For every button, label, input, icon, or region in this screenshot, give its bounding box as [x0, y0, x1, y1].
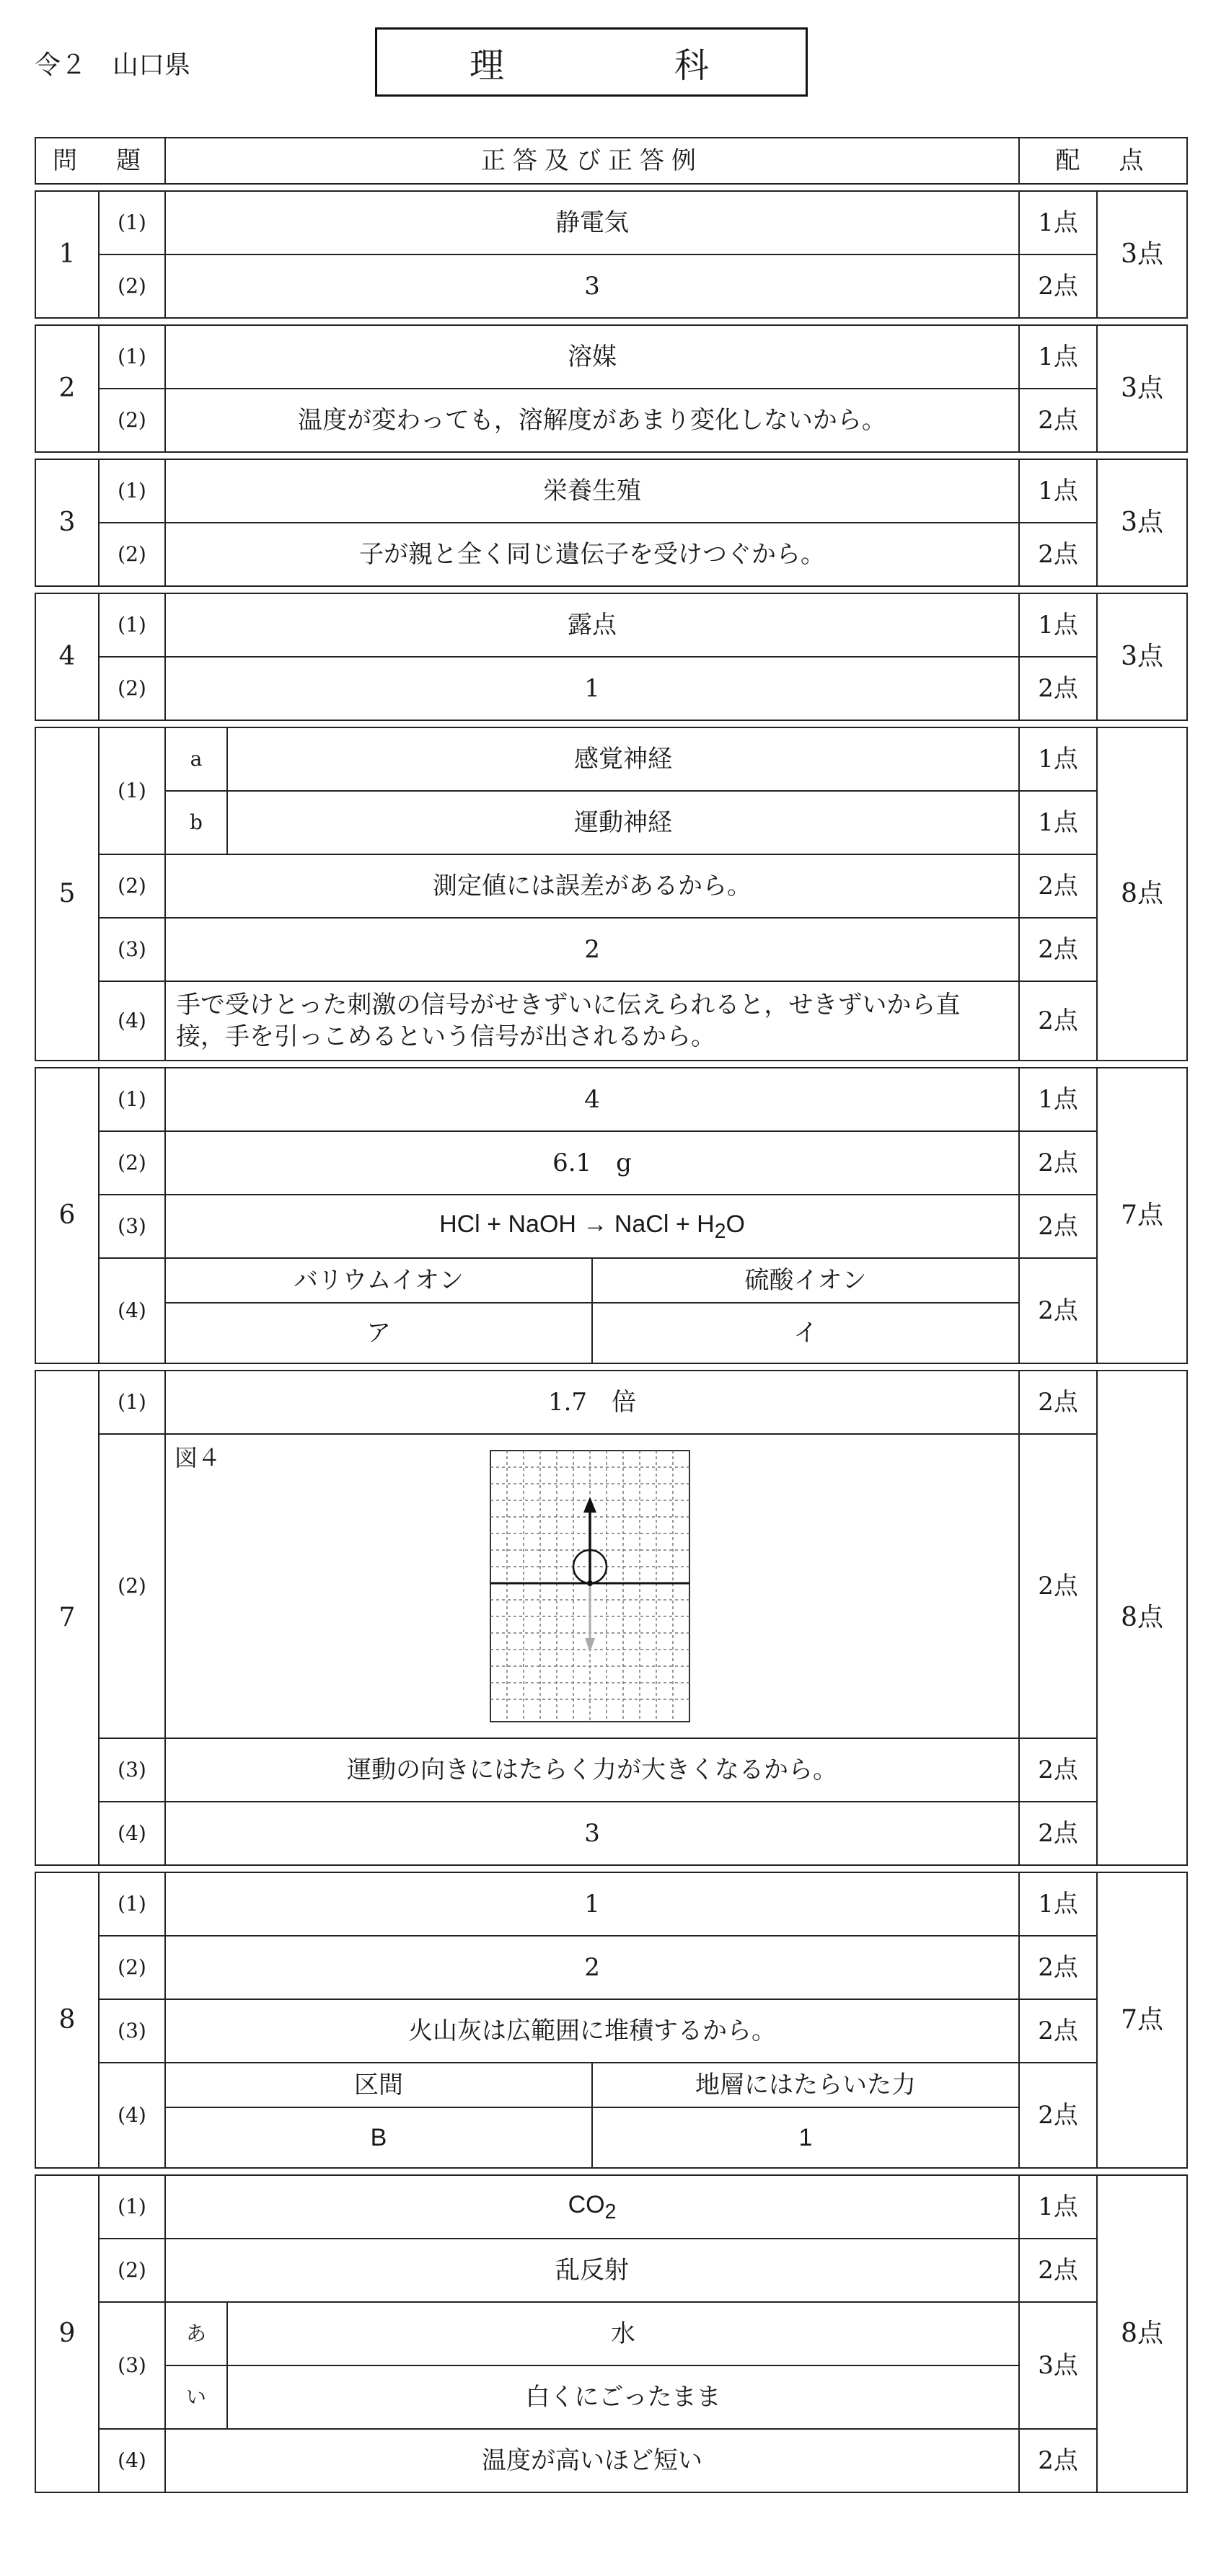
q2-answer-1: 溶媒	[165, 325, 1019, 389]
q4-sub-2: (2)	[99, 657, 165, 720]
q3-answer-1: 栄養生殖	[165, 459, 1019, 523]
q8-row-1	[35, 1872, 1187, 1936]
q8-head-section: 区間	[165, 2063, 592, 2107]
q5-sub-3: (3)	[99, 918, 165, 981]
q9-row-2	[35, 2239, 1187, 2302]
q3-answer-2: 子が親と全く同じ遺伝子を受けつぐから。	[165, 523, 1019, 586]
q7-row-1	[35, 1371, 1187, 1434]
q3-row-1	[35, 459, 1187, 523]
q9-number: 9	[35, 2175, 99, 2492]
q8-row-4-head	[35, 2063, 1187, 2107]
q4-points-2: 2点	[1019, 657, 1097, 720]
q7-answer-1: 1.7 倍	[165, 1371, 1019, 1434]
q7-points-1: 2点	[1019, 1371, 1097, 1434]
q6-points-3: 2点	[1019, 1195, 1097, 1258]
q7-row-4	[35, 1802, 1187, 1865]
q3-number: 3	[35, 459, 99, 586]
q6-sub-4: (4)	[99, 1258, 165, 1363]
q3-sub-2: (2)	[99, 523, 165, 586]
q9-answer-3a: 水	[227, 2302, 1019, 2365]
q1-sub-1: (1)	[99, 191, 165, 254]
q9-sub-1: (1)	[99, 2175, 165, 2239]
q7-answer-4: 3	[165, 1802, 1019, 1865]
q2-number: 2	[35, 325, 99, 452]
q6-answer-3	[165, 1195, 1019, 1258]
q6-head-barium: バリウムイオン	[165, 1258, 592, 1303]
q1-points-2: 2点	[1019, 254, 1097, 318]
q3-sub-1: (1)	[99, 459, 165, 523]
col-answer: 正答及び正答例	[165, 138, 1019, 184]
q8-row-4-values	[35, 2107, 1187, 2168]
q7-sub-3: (3)	[99, 1738, 165, 1802]
q6-points-2: 2点	[1019, 1131, 1097, 1195]
q5-row-3	[35, 918, 1187, 981]
q5-answer-2: 測定値には誤差があるから。	[165, 854, 1019, 918]
q7-number: 7	[35, 1371, 99, 1865]
q2-total: 3点	[1097, 325, 1187, 452]
q8-points-4: 2点	[1019, 2063, 1097, 2168]
q6-value-sulfate: イ	[592, 1303, 1019, 1363]
q2-points-2: 2点	[1019, 389, 1097, 452]
q9-points-2: 2点	[1019, 2239, 1097, 2302]
q8-sub-3: (3)	[99, 1999, 165, 2063]
q2-points-1: 1点	[1019, 325, 1097, 389]
q9-answer-3b: 白くにごったまま	[227, 2365, 1019, 2429]
q3-row-2	[35, 523, 1187, 586]
q6-sub-1: (1)	[99, 1068, 165, 1131]
q9-formula-main: CO	[568, 2190, 605, 2218]
q4-number: 4	[35, 593, 99, 720]
q5-row-1a	[35, 727, 1187, 791]
q7-figure-cell	[165, 1434, 1019, 1738]
q5-points-3: 2点	[1019, 918, 1097, 981]
q9-formula-subscript: 2	[604, 2200, 617, 2223]
q7-points-3: 2点	[1019, 1738, 1097, 1802]
q9-total: 8点	[1097, 2175, 1187, 2492]
q7-row-2	[35, 1434, 1187, 1738]
q8-points-2: 2点	[1019, 1936, 1097, 1999]
q1-row-1	[35, 191, 1187, 254]
q2-row-1	[35, 325, 1187, 389]
header-row	[35, 138, 1187, 184]
q6-head-sulfate: 硫酸イオン	[592, 1258, 1019, 1303]
q9-sub-2: (2)	[99, 2239, 165, 2302]
subject-title-char-1: 理	[469, 45, 508, 86]
q5-sub-4: (4)	[99, 981, 165, 1061]
q6-row-4-head	[35, 1258, 1187, 1303]
q9-answer-4: 温度が高いほど短い	[165, 2429, 1019, 2492]
q7-answer-3: 運動の向きにはたらく力が大きくなるから。	[165, 1738, 1019, 1802]
q9-row-3b	[35, 2365, 1187, 2429]
q5-number: 5	[35, 727, 99, 1061]
q5-answer-3: 2	[165, 918, 1019, 981]
q8-row-2	[35, 1936, 1187, 1999]
q2-row-2	[35, 389, 1187, 452]
q6-sub-3: (3)	[99, 1195, 165, 1258]
q9-label-b: い	[165, 2365, 227, 2429]
q8-sub-4: (4)	[99, 2063, 165, 2168]
q7-sub-2: (2)	[99, 1434, 165, 1738]
q8-points-1: 1点	[1019, 1872, 1097, 1936]
q8-head-force: 地層にはたらいた力	[592, 2063, 1019, 2107]
q2-answer-2: 温度が変わっても，溶解度があまり変化しないから。	[165, 389, 1019, 452]
q4-points-1: 1点	[1019, 593, 1097, 657]
q9-points-4: 2点	[1019, 2429, 1097, 2492]
q7-points-2: 2点	[1019, 1434, 1097, 1738]
q6-points-1: 1点	[1019, 1068, 1097, 1131]
q9-row-3a	[35, 2302, 1187, 2365]
q4-sub-1: (1)	[99, 593, 165, 657]
q7-points-4: 2点	[1019, 1802, 1097, 1865]
q4-answer-1: 露点	[165, 593, 1019, 657]
q6-value-barium: ア	[165, 1303, 592, 1363]
q1-sub-2: (2)	[99, 254, 165, 318]
q8-points-3: 2点	[1019, 1999, 1097, 2063]
q9-sub-3: (3)	[99, 2302, 165, 2429]
q9-row-1	[35, 2175, 1187, 2239]
force-diagram	[489, 1449, 691, 1723]
q8-row-3	[35, 1999, 1187, 2063]
q5-points-1a: 1点	[1019, 727, 1097, 791]
q8-sub-2: (2)	[99, 1936, 165, 1999]
q6-row-4-values	[35, 1303, 1187, 1363]
q6-row-3	[35, 1195, 1187, 1258]
q7-total: 8点	[1097, 1371, 1187, 1865]
q5-points-4: 2点	[1019, 981, 1097, 1061]
q7-row-3	[35, 1738, 1187, 1802]
q5-answer-1a: 感覚神経	[227, 727, 1019, 791]
q8-value-force: 1	[592, 2107, 1019, 2168]
q8-value-section: B	[165, 2107, 592, 2168]
q9-points-1: 1点	[1019, 2175, 1097, 2239]
q9-answer-1	[165, 2175, 1019, 2239]
q5-sub-2: (2)	[99, 854, 165, 918]
q5-points-2: 2点	[1019, 854, 1097, 918]
q7-sub-4: (4)	[99, 1802, 165, 1865]
q1-points-1: 1点	[1019, 191, 1097, 254]
q4-total: 3点	[1097, 593, 1187, 720]
q6-equation-subscript: 2	[714, 1219, 726, 1243]
col-points: 配 点	[1019, 138, 1187, 184]
q6-row-2	[35, 1131, 1187, 1195]
q7-sub-1: (1)	[99, 1371, 165, 1434]
q5-answer-4: 手で受けとった刺激の信号がせきずいに伝えられると，せきずいから直接，手を引っこめるという信号が出されるから。	[165, 981, 1019, 1061]
col-question: 問 題	[35, 138, 165, 184]
q3-points-2: 2点	[1019, 523, 1097, 586]
q3-total: 3点	[1097, 459, 1187, 586]
q5-total: 8点	[1097, 727, 1187, 1061]
q1-answer-2: 3	[165, 254, 1019, 318]
header-prefecture: 令２ 山口県	[35, 50, 191, 80]
q8-answer-2: 2	[165, 1936, 1019, 1999]
q5-points-1b: 1点	[1019, 791, 1097, 854]
q5-label-a: a	[165, 727, 227, 791]
subject-title-char-2: 科	[674, 45, 714, 86]
q6-answer-1: 4	[165, 1068, 1019, 1131]
q1-total: 3点	[1097, 191, 1187, 318]
q4-row-2	[35, 657, 1187, 720]
q1-answer-1: 静電気	[165, 191, 1019, 254]
q6-points-4: 2点	[1019, 1258, 1097, 1363]
q8-answer-3: 火山灰は広範囲に堆積するから。	[165, 1999, 1019, 2063]
q6-equation-main: HCl + NaOH → NaCl + H	[439, 1210, 715, 1238]
q8-sub-1: (1)	[99, 1872, 165, 1936]
q8-number: 8	[35, 1872, 99, 2168]
q1-row-2	[35, 254, 1187, 318]
q9-row-4	[35, 2429, 1187, 2492]
q5-row-2	[35, 854, 1187, 918]
q6-total: 7点	[1097, 1068, 1187, 1363]
q2-sub-1: (1)	[99, 325, 165, 389]
answer-key-table	[35, 137, 1188, 2493]
q7-figure-label: 図４	[175, 1444, 221, 1471]
q6-row-1	[35, 1068, 1187, 1131]
subject-title	[375, 27, 808, 97]
q9-points-3: 3点	[1019, 2302, 1097, 2429]
q9-answer-2: 乱反射	[165, 2239, 1019, 2302]
q5-label-b: b	[165, 791, 227, 854]
q5-row-1b	[35, 791, 1187, 854]
q5-sub-1: (1)	[99, 727, 165, 854]
q6-answer-2: 6.1 g	[165, 1131, 1019, 1195]
q5-answer-1b: 運動神経	[227, 791, 1019, 854]
q9-label-a: あ	[165, 2302, 227, 2365]
q6-equation-tail: O	[726, 1210, 745, 1238]
q5-row-4	[35, 981, 1187, 1061]
q3-points-1: 1点	[1019, 459, 1097, 523]
q9-sub-4: (4)	[99, 2429, 165, 2492]
q4-answer-2: 1	[165, 657, 1019, 720]
q6-number: 6	[35, 1068, 99, 1363]
q1-number: 1	[35, 191, 99, 318]
q2-sub-2: (2)	[99, 389, 165, 452]
q8-total: 7点	[1097, 1872, 1187, 2168]
q8-answer-1: 1	[165, 1872, 1019, 1936]
q4-row-1	[35, 593, 1187, 657]
q6-sub-2: (2)	[99, 1131, 165, 1195]
